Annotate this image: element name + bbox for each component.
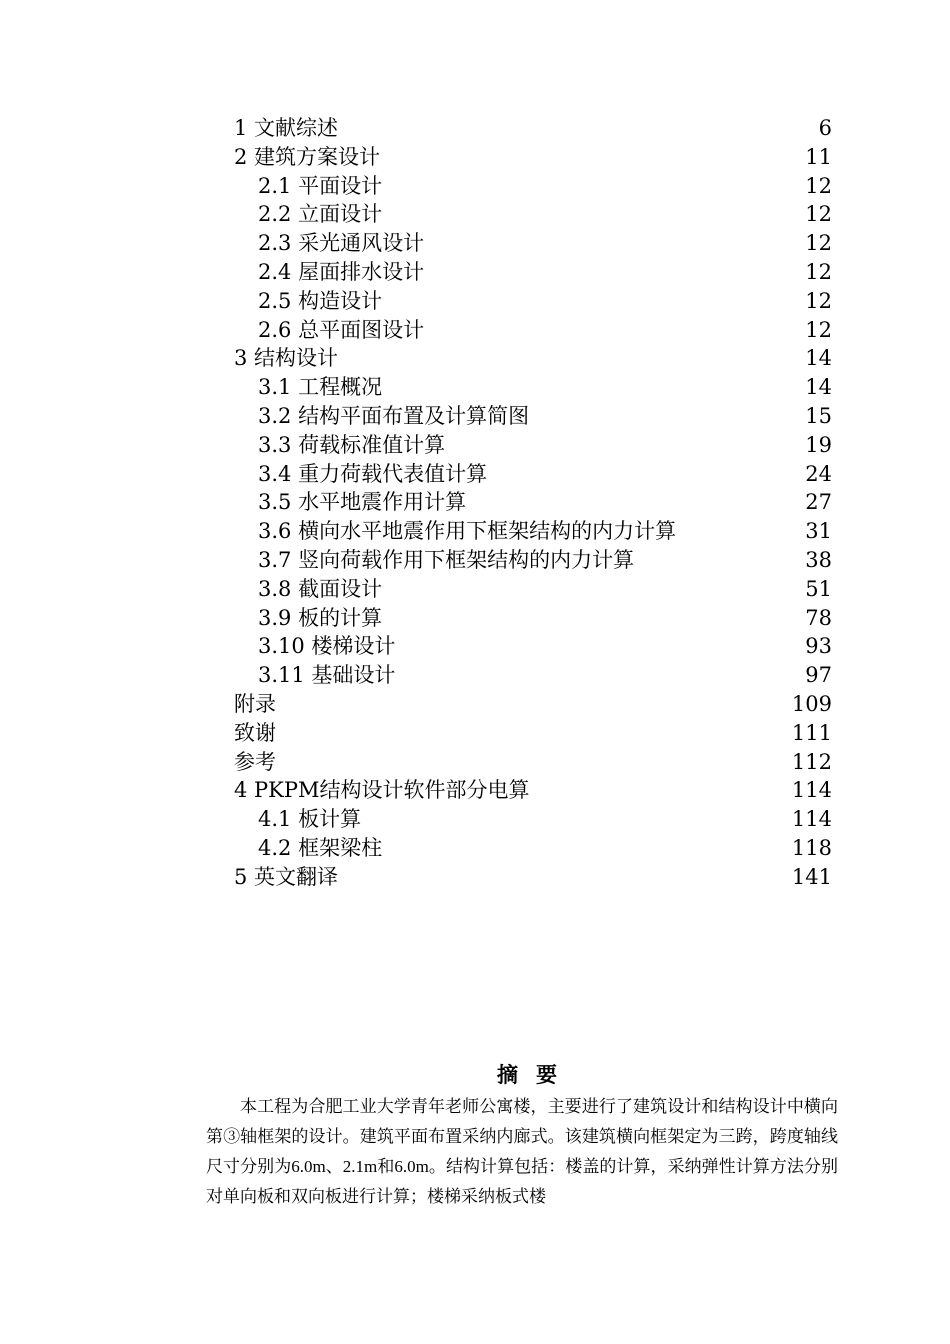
toc-entry-title: 2.1 平面设计 bbox=[258, 173, 383, 198]
toc-entry[interactable] bbox=[234, 402, 832, 431]
toc-entry-title: 3.5 水平地震作用计算 bbox=[258, 490, 467, 515]
toc-entry-page: 112 bbox=[791, 749, 832, 774]
toc-entry-title: 3.10 楼梯设计 bbox=[258, 634, 396, 659]
toc-entry[interactable] bbox=[234, 431, 832, 460]
toc-entry-title: 附录 bbox=[234, 691, 276, 716]
toc-entry-title: 3.2 结构平面布置及计算简图 bbox=[258, 403, 530, 428]
toc-entry-page: 109 bbox=[791, 691, 832, 716]
toc-entry[interactable] bbox=[234, 834, 832, 863]
toc-entry-title: 3.3 荷载标准值计算 bbox=[258, 432, 446, 457]
toc-entry-page: 31 bbox=[805, 519, 832, 544]
toc-entry-page: 24 bbox=[805, 461, 832, 486]
toc-entry[interactable] bbox=[234, 604, 832, 633]
toc-entry-page: 19 bbox=[805, 432, 832, 457]
toc-entry[interactable] bbox=[234, 200, 832, 229]
toc-entry-page: 14 bbox=[805, 346, 832, 371]
toc-entry[interactable] bbox=[234, 488, 832, 517]
toc-entry-page: 12 bbox=[805, 173, 832, 198]
toc-entry-page: 15 bbox=[805, 403, 832, 428]
toc-entry-page: 38 bbox=[805, 547, 832, 572]
toc-entry-page: 12 bbox=[805, 317, 832, 342]
toc-entry[interactable] bbox=[234, 143, 832, 172]
toc-entry-page: 141 bbox=[791, 864, 832, 889]
toc-entry[interactable] bbox=[234, 373, 832, 402]
toc-entry-title: 3.4 重力荷载代表值计算 bbox=[258, 461, 488, 486]
toc-entry-page: 93 bbox=[805, 634, 832, 659]
toc-entry[interactable] bbox=[234, 690, 832, 719]
toc-entry[interactable] bbox=[234, 575, 832, 604]
toc-entry[interactable] bbox=[234, 546, 832, 575]
toc-entry-title: 3 结构设计 bbox=[234, 346, 339, 371]
toc-entry[interactable] bbox=[234, 258, 832, 287]
toc-entry-page: 51 bbox=[805, 576, 832, 601]
toc-entry-page: 78 bbox=[805, 605, 832, 630]
toc-entry-title: 参考 bbox=[234, 749, 276, 774]
toc-entry-title: 3.1 工程概况 bbox=[258, 375, 383, 400]
toc-entry-title: 2.2 立面设计 bbox=[258, 202, 383, 227]
toc-entry[interactable] bbox=[234, 632, 832, 661]
toc-entry[interactable] bbox=[234, 460, 832, 489]
toc-entry-title: 2.6 总平面图设计 bbox=[258, 317, 425, 342]
toc-entry-title: 致谢 bbox=[234, 720, 276, 745]
toc-entry[interactable] bbox=[234, 316, 832, 345]
toc-entry[interactable] bbox=[234, 748, 832, 777]
toc-entry[interactable] bbox=[234, 661, 832, 690]
toc-entry[interactable] bbox=[234, 344, 832, 373]
toc-entry-title: 3.9 板的计算 bbox=[258, 605, 383, 630]
toc-entry-title: 1 文献综述 bbox=[234, 116, 339, 140]
toc-entry-page: 97 bbox=[805, 663, 832, 688]
toc-entry-title: 2.3 采光通风设计 bbox=[258, 231, 425, 256]
toc-entry[interactable] bbox=[234, 517, 832, 546]
toc-entry[interactable] bbox=[234, 719, 832, 748]
toc-entry-title: 2 建筑方案设计 bbox=[234, 144, 381, 169]
toc-entry-page: 118 bbox=[791, 835, 832, 860]
toc-entry[interactable] bbox=[234, 863, 832, 892]
toc-entry-page: 12 bbox=[805, 259, 832, 284]
toc-entry[interactable] bbox=[234, 287, 832, 316]
toc-entry-page: 14 bbox=[805, 375, 832, 400]
toc-entry[interactable] bbox=[234, 172, 832, 201]
toc-entry-page: 12 bbox=[805, 231, 832, 256]
toc-entry[interactable] bbox=[234, 776, 832, 805]
toc-entry-title: 3.11 基础设计 bbox=[258, 663, 396, 688]
toc-entry[interactable] bbox=[234, 114, 832, 143]
toc-entry-title: 4 PKPM结构设计软件部分电算 bbox=[234, 778, 530, 803]
toc-entry-page: 111 bbox=[791, 720, 832, 745]
abstract-title: 摘要 bbox=[497, 1062, 575, 1087]
toc-entry-title: 3.6 横向水平地震作用下框架结构的内力计算 bbox=[258, 519, 677, 544]
toc-entry-page: 6 bbox=[818, 116, 832, 140]
toc-entry[interactable] bbox=[234, 229, 832, 258]
toc-entry-page: 27 bbox=[805, 490, 832, 515]
toc-entry-page: 114 bbox=[791, 807, 832, 832]
abstract-body: 本工程为合肥工业大学青年老师公寓楼，主要进行了建筑设计和结构设计中横向第③轴框架的设计。建筑平面布置采纳内廊式。该建筑横向框架定为三跨，跨度轴线尺寸分别为6.0m、2.1m和6.0m。结构计算包括：楼盖的计算，采纳弹性计算方法分别对单向板和双向板进行计算；楼梯采纳板式楼 bbox=[206, 1097, 838, 1206]
toc-entry-page: 11 bbox=[805, 144, 832, 169]
toc-entry[interactable] bbox=[234, 805, 832, 834]
toc-entry-page: 114 bbox=[791, 778, 832, 803]
toc-entry-page: 12 bbox=[805, 202, 832, 227]
toc-entry-page: 12 bbox=[805, 288, 832, 313]
toc-entry-title: 5 英文翻译 bbox=[234, 864, 339, 889]
toc-entry-title: 3.7 竖向荷载作用下框架结构的内力计算 bbox=[258, 547, 635, 572]
toc-entry-title: 4.1 板计算 bbox=[258, 807, 362, 832]
toc-entry-title: 2.5 构造设计 bbox=[258, 288, 383, 313]
toc-entry-title: 2.4 屋面排水设计 bbox=[258, 259, 425, 284]
toc-entry-title: 4.2 框架梁柱 bbox=[258, 835, 383, 860]
table-of-contents bbox=[234, 114, 832, 892]
toc-entry-title: 3.8 截面设计 bbox=[258, 576, 383, 601]
